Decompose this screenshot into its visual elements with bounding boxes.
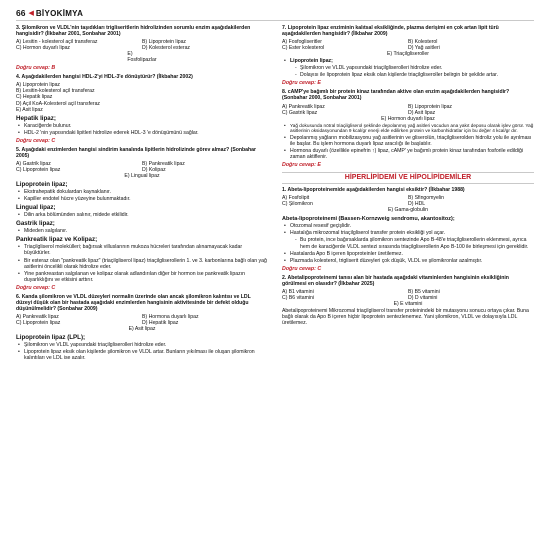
answer-5: Doğru cevap: C (16, 284, 56, 291)
abeta-bullet: • Hastalarda Apo B içeren lipoproteinler üretilemez. (290, 251, 534, 257)
lpl2-title: • Lipoprotein lipaz; (290, 58, 534, 64)
lipoprotein-bullet: • Ekstrahepatik dokulardan kaynaklanır. (24, 189, 268, 195)
pankreatik-bullet: • Triaçilgliserol molekülleri; bağırsak villuslarının mukoza hücreleri tarafından alınamayacak kadar büyüktürler. (24, 244, 268, 256)
answer-1: Doğru cevap: C (282, 265, 322, 272)
answer-8: Doğru cevap: E (282, 162, 321, 169)
gastrik-title: Gastrik lipaz; (16, 220, 55, 228)
note-bullet: • Hormona duyarlı (özellikle epinefrin ↑) lipaz, cAMP' ye bağımlı protein kinaz tarafından fosforile edildiği zaman aktiflenir. (290, 148, 534, 160)
left-column (16, 25, 268, 362)
pankreatik-bullet: • Bir esteraz olan "pankreatik lipaz" (triaçilgliserol lipaz) triaçilgliserollerin 1. ve 3. karbonlarına bağlı olan yağ asitlerini öncelikli olarak hidrolize eder. (24, 258, 268, 270)
question-7: 7. Lipoprotein lipaz enziminin kalıtsal eksikliğinde, plazma derişimi en çok artan lipit türü aşağıdakilerden hangisidir? (İlkbahar 2009) (282, 25, 499, 38)
question-3-options: A) Lesitin - kolesterol açil transferaz B) Lipoprotein lipaz C) Hormon duyarlı lipaz D) Kolesterol esteraz E) Fosfolipazlar (16, 39, 190, 64)
question-2: 2. Abetalipoproteinemi tanısı alan bir hastada aşağıdaki vitaminlerden hangisinin eksikliğinin görülmesi en olasıdır? (İlkbahar 2025) (282, 274, 509, 287)
lpl2-sub: - Şilomikron ve VLDL yapısındaki triaçilgliserolleri hidrolize eder. (300, 65, 534, 71)
abeta-title: Abeta-lipoproteinemi (Bassen-Kornzweig sendromu, akantositoz); (282, 216, 455, 223)
note-bullet: • Depolanmış yağların mobilizasyonu yağ asitlerinin ve gliserolün, triaçilgliserolden hidroliz yolu ile ayrılması ile başlar. Bu işlem hormona duyarlı lipaz aracılığı ile başlatılır. (290, 135, 534, 147)
abeta-bullet: • Otozomal resesif geçişlidir. (290, 223, 534, 229)
section-heading: HİPERLİPİDEMİ VE HİPOLİPİDEMİLER (282, 172, 534, 184)
gastrik-bullet: • Mideden salgılanır. (24, 228, 268, 234)
lpl-title: Lipoprotein lipaz (LPL); (16, 334, 86, 342)
lipoprotein-bullet: • Kapiller endotel hücre yüzeyine bulunmaktadır. (24, 196, 268, 202)
right-column (282, 25, 534, 362)
question-8-options: A) Pankreatik lipaz B) Lipoprotein lipaz C) Gastrik lipaz D) Asit lipaz E) Hormon duyarlı lipaz (282, 103, 453, 122)
question-3: 3. Şilomikron ve VLDL'nin taşıdıkları trigliseritlerin hidrolizinden sorumlu enzim aşağıdakilerden hangisidir? (İlkbahar 2001, Sonbahar 2001) (16, 25, 251, 38)
question-5-options: A) Gastrik lipaz B) Pankreatik lipaz C) Lipoprotein lipaz D) Kolipaz E) Lingual lipaz (16, 160, 185, 179)
lingual-bullet: • Dilin arka bölümünden salınır, midede etkilidir. (24, 212, 268, 218)
header-title: BİYOKİMYA (35, 8, 84, 18)
question-1: 1. Abeta-lipoproteinemide aşağıdakilerden hangisi eksiktir? (İlkbahar 1988) (282, 187, 465, 194)
lipoprotein-title: Lipoprotein lipaz; (16, 181, 68, 189)
pankreatik-title: Pankreatik lipaz ve Kolipaz; (16, 236, 98, 244)
lpl-bullet: • Lipoprotein lipaz eksik olan kişilerde şilomikron ve VLDL artar. Bunların yıkılması ile oluşan şilomikron kalıntıları ve LDL ise azalır. (24, 349, 268, 361)
question-8: 8. cAMP'ye bağımlı bir protein kinaz tarafından aktive olan enzim aşağıdakilerden hangisidir? (Sonbahar 2000, Sonbahar 2001) (282, 89, 510, 102)
abeta-bullet: • Hastalığa mikrozomal triaçilgliserol transfer protein eksikliği yol açar. (290, 230, 534, 236)
lpl-bullet: • Şilomikron ve VLDL yapısındaki triaçilgliserolleri hidrolize eder. (24, 342, 268, 348)
question-1-options: A) Fosfolipit B) Sfingomyelin C) Şilomikron D) HDL E) Gama-globulin (282, 195, 444, 214)
page-number: 66 (16, 8, 26, 18)
question-6: 6. Kanda şilomikron ve VLDL düzeyleri normalin üzerinde olan ancak şilomikron kalıntısı ve LDL düzeyi düşük olan bir hastada aşağıdaki enzimlerden hangisinin aktivitesinde bir defekt olduğu düşünülmelidir? (Sonbahar 2009) (16, 293, 251, 312)
hepatik-bullet: • Karaciğerde bulunur. (24, 123, 268, 129)
note-bullet: • Yağ dokusunda nötral triaçilgliserol şeklinde depolanmış yağ asitleri vücudun ana yakıt deposu olarak işlev görür. Yağ asitlerinin oksidasyonundan 9 kcal/gr enerji elde edilirken protein ve karbonhidratlar için bu değer 4 kcal/gr dır. (290, 123, 534, 134)
question-7-options: A) Fosfogliseritler B) Kolesterol C) Ester kolesterol D) Yağ asitleri E) Triaçilgliseroller (282, 39, 440, 58)
question-4-options: A) Lipoprotein lipaz B) Lesitin-kolesterol açil transferaz C) Hepatik lipaz D) Açil KoA-Kolesterol açil transferaz E) Asit lipaz (16, 82, 100, 113)
abeta-check: - Bu protein, ince bağırsaklarda şilomikron sentezinde Apo B-48'e triaçilgliserollerin eklenmesi, ayrıca hem de karaciğerde VLDL sentezi sırasında triaçilgliserollerin Apo B-100 ile birleşmesi için gereklidir. (300, 237, 534, 249)
page-header (16, 6, 534, 21)
explanation-paragraph: Abetalipoproteinemi Mikrozomal triaçilgliserol transfer proteinindeki bir mutasyonu sonucu ortaya çıkar. Buna bağlı olarak da Apo B içeren hiçbir lipoprotein sentezlenemez. Yani şilomikron, VLDL ve dolayısıyla LDL üretilemez. (282, 307, 529, 327)
question-5: 5. Aşağıdaki enzimlerden hangisi sindirim kanalında lipitlerin hidrolizinde görev almaz? (Sonbahar 2005) (16, 146, 257, 159)
answer-3: Doğru cevap: B (16, 65, 56, 72)
hepatik-title: Hepatik lipaz; (16, 114, 56, 122)
triangle-icon: ◀ (28, 10, 34, 17)
hepatik-bullet: • HDL-2 'nin yapısındaki lipitleri hidrolize ederek HDL-3 'e dönüşümünü sağlar. (24, 130, 268, 136)
pankreatik-bullet: • Yine pankreastan salgılanan ve kolipaz olarak adlandırılan diğer bir hormon ise pankreatik lipazın duyarlıklığını ve etkisini arttırır. (24, 271, 268, 283)
question-2-options: A) B1 vitamini B) B5 vitamini C) B6 vitamini D) D vitamini E) E vitamini (282, 288, 440, 307)
lingual-title: Lingual lipaz; (16, 204, 56, 212)
answer-7: Doğru cevap: E (282, 80, 321, 87)
abeta-bullet: • Plazmada kolesterol, trigliserit düzeyleri çok düşük, VLDL ve şilomikronlar azalmıştır. (290, 258, 534, 264)
question-6-options: A) Pankreatik lipaz B) Hormona duyarlı lipaz C) Lipoprotein lipaz D) Hepatik lipaz E) Asit lipaz (16, 313, 199, 332)
question-4: 4. Aşağıdakilerden hangisi HDL-2'yi HDL-3'e dönüştürür? (İlkbahar 2002) (16, 74, 193, 81)
answer-4: Doğru cevap: C (16, 137, 56, 144)
lpl2-sub: - Dolayısı ile lipoprotein lipaz eksik olan kişilerde triaçilgliseroller belirgin bir şekilde artar. (300, 72, 534, 78)
